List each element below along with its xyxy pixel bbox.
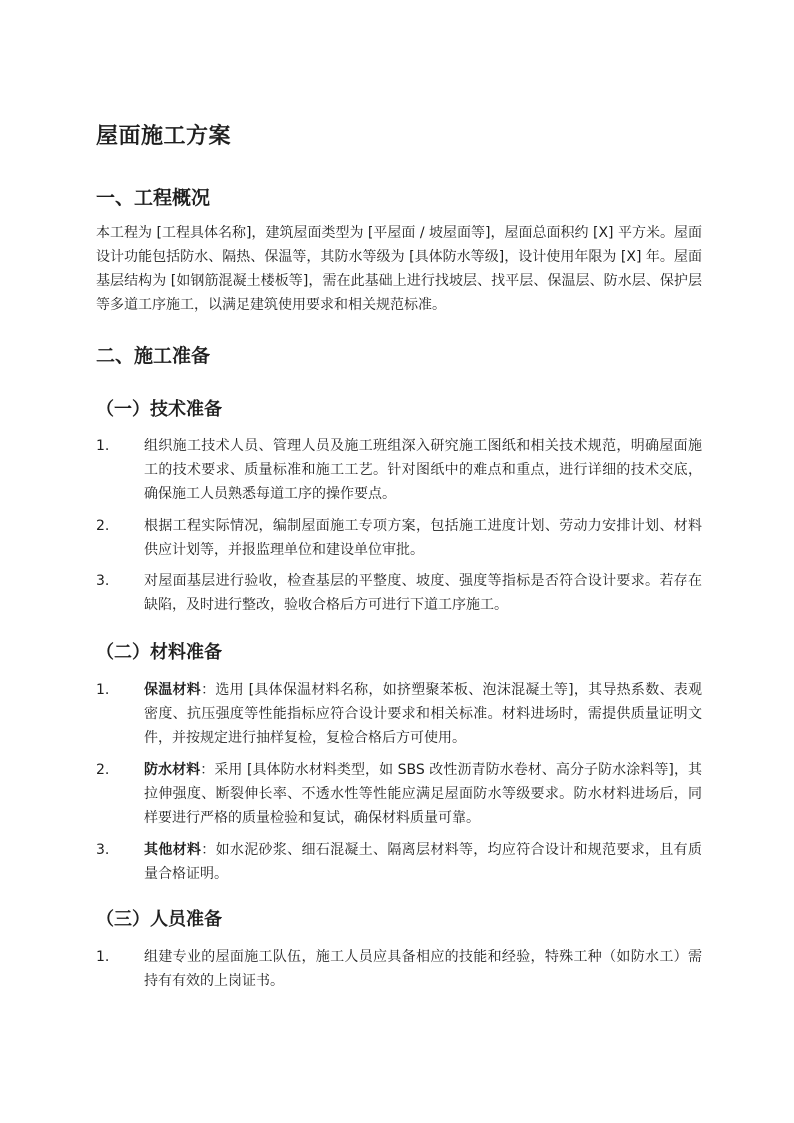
list-item-body: ：选用 [具体保温材料名称，如挤塑聚苯板、泡沫混凝土等]，其导热系数、表观密度、抗压强度等性能指标应符合设计要求和相关标准。材料进场时，需提供质量证明文件，并按规定进行抽样复检，复检合格后方可使用。: [144, 682, 702, 746]
list-item-label: 防水材料: [144, 762, 201, 778]
subsection-heading-personnel: （三）人员准备: [96, 909, 222, 930]
list-item-text: [144, 678, 702, 750]
overview-paragraph: 本工程为 [工程具体名称]，建筑屋面类型为 [平屋面 / 坡屋面等]，屋面总面积约 [X] 平方米。屋面设计功能包括防水、隔热、保温等，其防水等级为 [具体防水等级]，设计使用年限为 [X] 年。屋面基层结构为 [如钢筋混凝土楼板等]，需在此基础上进行找坡层、找平层、保温层、防水层、保护层等多道工序施工，以满足建筑使用要求和相关规范标准。: [96, 225, 702, 313]
list-item-label: 其他材料: [144, 842, 202, 858]
list-item-number: 3.: [96, 842, 110, 858]
list-item-number: 2.: [96, 762, 110, 778]
list-item-text: [144, 758, 702, 830]
list-item-label: 保温材料: [144, 682, 202, 698]
section-heading-preparation: 二、施工准备: [96, 345, 211, 367]
list-item-number: 2.: [96, 518, 110, 534]
list-item-text: 根据工程实际情况，编制屋面施工专项方案，包括施工进度计划、劳动力安排计划、材料供应计划等，并报监理单位和建设单位审批。: [144, 518, 702, 558]
list-item-number: 1.: [96, 438, 110, 454]
document-title: 屋面施工方案: [96, 124, 232, 149]
list-item-text: 组织施工技术人员、管理人员及施工班组深入研究施工图纸和相关技术规范，明确屋面施工的技术要求、质量标准和施工工艺。针对图纸中的难点和重点，进行详细的技术交底，确保施工人员熟悉每道工序的操作要点。: [144, 438, 702, 502]
list-item-text: 对屋面基层进行验收，检查基层的平整度、坡度、强度等指标是否符合设计要求。若存在缺陷，及时进行整改，验收合格后方可进行下道工序施工。: [144, 573, 702, 613]
list-item-text: [144, 838, 702, 886]
section-heading-overview: 一、工程概况: [96, 187, 211, 209]
list-item-number: 3.: [96, 573, 110, 589]
list-item-text: 组建专业的屋面施工队伍，施工人员应具备相应的技能和经验，特殊工种（如防水工）需持有有效的上岗证书。: [144, 949, 702, 989]
list-item-body: ：如水泥砂浆、细石混凝土、隔离层材料等，均应符合设计和规范要求，且有质量合格证明。: [144, 842, 703, 882]
list-item-number: 1.: [96, 949, 110, 965]
subsection-heading-technical: （一）技术准备: [96, 399, 222, 420]
subsection-heading-materials: （二）材料准备: [96, 642, 222, 663]
list-item-body: ：采用 [具体防水材料类型，如 SBS 改性沥青防水卷材、高分子防水涂料等]，其拉伸强度、断裂伸长率、不透水性等性能应满足屋面防水等级要求。防水材料进场后，同样要进行严格的质量检验和复试，确保材料质量可靠。: [144, 762, 703, 826]
list-item-number: 1.: [96, 682, 110, 698]
